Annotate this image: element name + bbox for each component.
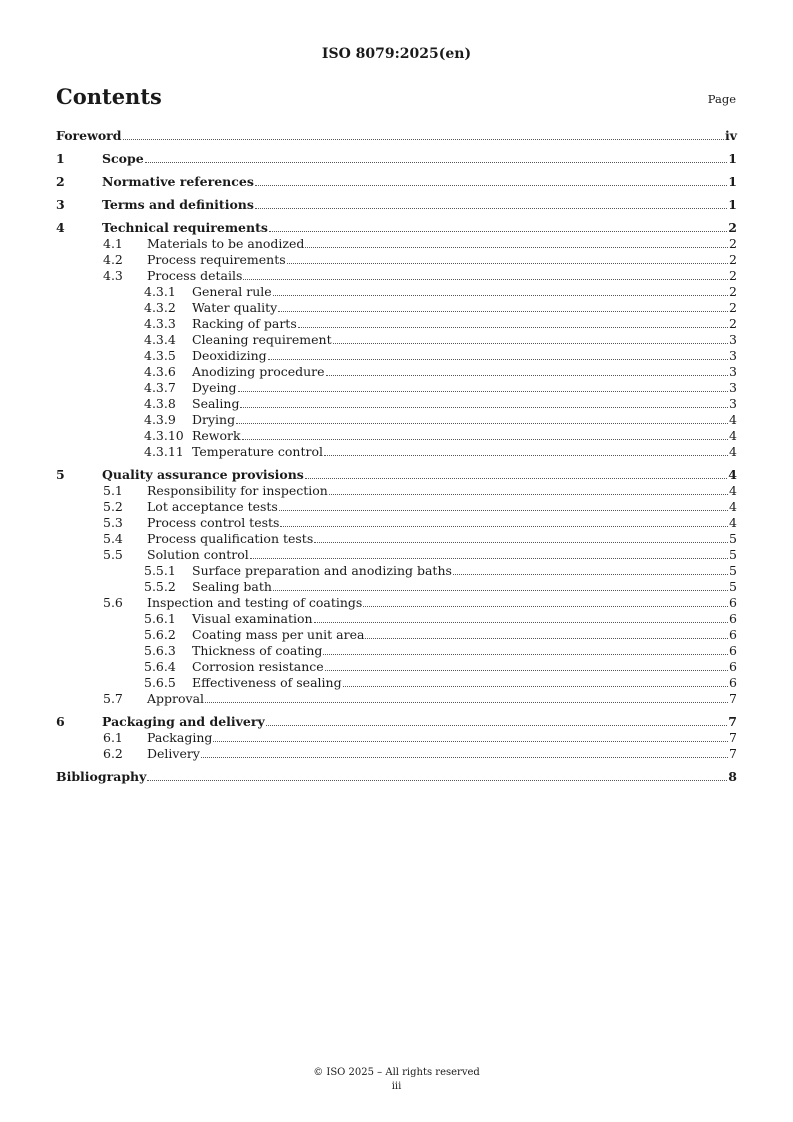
toc-entry-number: 6.2	[103, 746, 123, 761]
toc-dot-leader	[123, 138, 724, 140]
toc-entry-page: 2	[728, 220, 737, 235]
toc-entry-number: 4.3.4	[144, 332, 176, 347]
toc-entry[interactable]	[56, 675, 737, 691]
toc-dot-leader	[453, 573, 728, 575]
toc-entry[interactable]	[56, 547, 737, 563]
toc-entry-number: 5.6	[103, 595, 123, 610]
toc-entry-number: 4.3.7	[144, 380, 176, 395]
toc-entry[interactable]	[56, 128, 737, 144]
toc-entry[interactable]	[56, 595, 737, 611]
toc-entry-page: 4	[729, 412, 737, 427]
toc-entry-title: Anodizing procedure	[192, 364, 325, 379]
copyright-notice: © ISO 2025 – All rights reserved	[313, 1067, 480, 1078]
toc-dot-leader	[305, 477, 727, 479]
toc-entry-number: 5.6.1	[144, 611, 176, 626]
toc-dot-leader	[329, 493, 728, 495]
toc-entry-page: 6	[729, 595, 737, 610]
toc-entry[interactable]	[56, 412, 737, 428]
toc-entry-number: 4.1	[103, 236, 123, 251]
toc-entry-page: 4	[729, 444, 737, 459]
toc-dot-leader	[268, 358, 728, 360]
toc-entry-page: 3	[729, 396, 737, 411]
toc-entry-title: Drying	[192, 412, 236, 427]
page-footer	[0, 1066, 793, 1094]
toc-entry-number: 5.1	[103, 483, 123, 498]
toc-entry-title: Process control tests	[147, 515, 280, 530]
toc-entry[interactable]	[56, 563, 737, 579]
toc-entry-page: 6	[729, 659, 737, 674]
toc-dot-leader	[323, 653, 728, 655]
toc-entry-number: 4.3.3	[144, 316, 176, 331]
toc-dot-leader	[324, 454, 728, 456]
toc-entry-number: 4.3.8	[144, 396, 176, 411]
toc-entry[interactable]	[56, 579, 737, 595]
toc-entry-title: Process qualification tests	[147, 531, 314, 546]
toc-entry-number: 4.3.11	[144, 444, 184, 459]
toc-entry-number: 5.6.4	[144, 659, 176, 674]
toc-entry-page: 8	[728, 769, 737, 784]
toc-entry[interactable]	[56, 364, 737, 380]
toc-entry-page: 3	[729, 348, 737, 363]
toc-entry-title: Rework	[192, 428, 241, 443]
toc-entry-page: 2	[729, 236, 737, 251]
toc-dot-leader	[326, 374, 729, 376]
toc-entry[interactable]	[56, 428, 737, 444]
toc-entry[interactable]	[56, 348, 737, 364]
toc-entry-number: 5.7	[103, 691, 123, 706]
toc-entry-page: 4	[729, 515, 737, 530]
toc-dot-leader	[240, 406, 728, 408]
toc-entry-page: 2	[729, 316, 737, 331]
toc-dot-leader	[205, 701, 728, 703]
toc-entry-number: 4.3.10	[144, 428, 184, 443]
toc-entry-title: Temperature control	[192, 444, 323, 459]
toc-dot-leader	[273, 589, 728, 591]
toc-dot-leader	[298, 326, 728, 328]
toc-entry-page: 6	[729, 627, 737, 642]
toc-entry-page: 5	[729, 547, 737, 562]
toc-entry-number: 6.1	[103, 730, 123, 745]
toc-entry[interactable]	[56, 197, 737, 213]
toc-entry-number: 4.2	[103, 252, 123, 267]
toc-entry-page: 2	[729, 252, 737, 267]
toc-entry-number: 4.3.9	[144, 412, 176, 427]
toc-entry[interactable]	[56, 467, 737, 483]
toc-dot-leader	[333, 342, 728, 344]
toc-dot-leader	[363, 605, 728, 607]
toc-entry-title: Water quality	[192, 300, 278, 315]
toc-entry-page: 1	[728, 174, 737, 189]
toc-entry-page: 7	[728, 714, 737, 729]
table-of-contents	[56, 128, 737, 785]
toc-dot-leader	[365, 637, 728, 639]
toc-entry-title: General rule	[192, 284, 272, 299]
toc-entry[interactable]	[56, 627, 737, 643]
toc-entry-title: Normative references	[102, 174, 254, 189]
toc-entry[interactable]	[56, 284, 737, 300]
toc-entry[interactable]	[56, 515, 737, 531]
toc-entry-number: 5	[56, 467, 65, 482]
toc-entry-number: 5.5.2	[144, 579, 176, 594]
toc-entry-title: Process requirements	[147, 252, 286, 267]
toc-entry[interactable]	[56, 316, 737, 332]
toc-entry-page: 4	[729, 483, 737, 498]
toc-dot-leader	[266, 724, 728, 726]
toc-entry-title: Surface preparation and anodizing baths	[192, 563, 452, 578]
toc-entry[interactable]	[56, 659, 737, 675]
toc-entry-title: Lot acceptance tests	[147, 499, 278, 514]
toc-entry-page: 6	[729, 611, 737, 626]
toc-dot-leader	[250, 557, 728, 559]
toc-entry-page: 5	[729, 531, 737, 546]
toc-entry[interactable]	[56, 714, 737, 730]
toc-entry-title: Technical requirements	[102, 220, 268, 235]
toc-entry-number: 5.5.1	[144, 563, 176, 578]
toc-dot-leader	[236, 422, 728, 424]
toc-entry-page: 7	[729, 691, 737, 706]
toc-dot-leader	[147, 779, 727, 781]
toc-entry-title: Foreword	[56, 128, 122, 143]
toc-entry-title: Terms and definitions	[102, 197, 254, 212]
toc-entry-title: Effectiveness of sealing	[192, 675, 342, 690]
toc-entry[interactable]	[56, 643, 737, 659]
toc-entry[interactable]	[56, 151, 737, 167]
toc-entry[interactable]	[56, 746, 737, 762]
toc-entry-page: 7	[729, 746, 737, 761]
toc-entry-number: 5.6.2	[144, 627, 176, 642]
toc-entry[interactable]	[56, 380, 737, 396]
toc-entry-number: 5.5	[103, 547, 123, 562]
toc-entry-page: 3	[729, 364, 737, 379]
page-number: iii	[391, 1081, 402, 1092]
toc-entry-number: 5.2	[103, 499, 123, 514]
toc-dot-leader	[213, 740, 728, 742]
toc-entry-number: 4	[56, 220, 65, 235]
toc-dot-leader	[280, 525, 728, 527]
toc-entry-page: iv	[724, 128, 737, 143]
toc-entry-page: 4	[728, 467, 737, 482]
toc-entry[interactable]	[56, 444, 737, 460]
toc-entry-title: Racking of parts	[192, 316, 297, 331]
toc-entry-page: 2	[729, 284, 737, 299]
toc-entry[interactable]	[56, 483, 737, 499]
toc-entry-title: Materials to be anodized	[147, 236, 305, 251]
toc-entry-page: 6	[729, 675, 737, 690]
toc-entry-title: Cleaning requirement	[192, 332, 332, 347]
toc-entry[interactable]	[56, 300, 737, 316]
toc-entry-number: 2	[56, 174, 65, 189]
toc-dot-leader	[273, 294, 728, 296]
toc-entry[interactable]	[56, 268, 737, 284]
toc-dot-leader	[255, 207, 727, 209]
toc-dot-leader	[255, 184, 727, 186]
toc-entry[interactable]	[56, 691, 737, 707]
toc-entry[interactable]	[56, 220, 737, 236]
toc-entry-number: 4.3	[103, 268, 123, 283]
toc-entry-number: 4.3.6	[144, 364, 176, 379]
toc-dot-leader	[314, 621, 729, 623]
toc-entry-page: 1	[728, 197, 737, 212]
toc-entry-page: 5	[729, 579, 737, 594]
toc-entry-title: Inspection and testing of coatings	[147, 595, 363, 610]
toc-entry-title: Packaging and delivery	[102, 714, 265, 729]
toc-dot-leader	[279, 509, 728, 511]
toc-dot-leader	[238, 390, 729, 392]
toc-entry[interactable]	[56, 769, 737, 785]
toc-entry-number: 1	[56, 151, 65, 166]
toc-entry-page: 6	[729, 643, 737, 658]
toc-entry[interactable]	[56, 252, 737, 268]
toc-dot-leader	[287, 262, 728, 264]
toc-entry[interactable]	[56, 531, 737, 547]
toc-entry-page: 1	[728, 151, 737, 166]
toc-entry[interactable]	[56, 332, 737, 348]
toc-dot-leader	[343, 685, 728, 687]
toc-entry[interactable]	[56, 611, 737, 627]
document-id-header: ISO 8079:2025(en)	[321, 46, 472, 62]
page-title: Contents	[56, 84, 162, 109]
toc-entry-title: Delivery	[147, 746, 200, 761]
toc-entry-number: 4.3.5	[144, 348, 176, 363]
toc-entry-title: Bibliography	[56, 769, 147, 784]
toc-entry-number: 4.3.2	[144, 300, 176, 315]
toc-entry-number: 6	[56, 714, 65, 729]
toc-entry-number: 5.3	[103, 515, 123, 530]
toc-entry-title: Visual examination	[192, 611, 313, 626]
toc-entry-number: 4.3.1	[144, 284, 176, 299]
page-column-label: Page	[707, 92, 736, 106]
toc-entry-number: 5.6.5	[144, 675, 176, 690]
toc-entry-number: 3	[56, 197, 65, 212]
toc-entry-title: Dyeing	[192, 380, 237, 395]
toc-entry-page: 5	[729, 563, 737, 578]
toc-entry-title: Responsibility for inspection	[147, 483, 328, 498]
toc-entry-title: Scope	[102, 151, 144, 166]
toc-entry-title: Thickness of coating	[192, 643, 323, 658]
toc-entry[interactable]	[56, 499, 737, 515]
toc-entry[interactable]	[56, 236, 737, 252]
toc-entry-title: Sealing bath	[192, 579, 272, 594]
toc-dot-leader	[325, 669, 728, 671]
toc-dot-leader	[314, 541, 728, 543]
toc-entry-page: 7	[729, 730, 737, 745]
toc-entry-title: Solution control	[147, 547, 249, 562]
toc-dot-leader	[278, 310, 728, 312]
toc-entry[interactable]	[56, 730, 737, 746]
toc-entry-page: 4	[729, 499, 737, 514]
toc-entry-title: Process details	[147, 268, 243, 283]
toc-entry-title: Deoxidizing	[192, 348, 267, 363]
toc-dot-leader	[305, 246, 728, 248]
toc-entry-title: Coating mass per unit area	[192, 627, 365, 642]
toc-entry-page: 4	[729, 428, 737, 443]
toc-entry-page: 3	[729, 332, 737, 347]
toc-entry-title: Packaging	[147, 730, 213, 745]
toc-dot-leader	[145, 161, 728, 163]
toc-entry-title: Corrosion resistance	[192, 659, 324, 674]
toc-entry[interactable]	[56, 396, 737, 412]
toc-entry-page: 2	[729, 268, 737, 283]
toc-entry-title: Sealing	[192, 396, 240, 411]
toc-entry-number: 5.6.3	[144, 643, 176, 658]
toc-entry-title: Approval	[147, 691, 205, 706]
toc-entry-page: 3	[729, 380, 737, 395]
toc-dot-leader	[242, 438, 728, 440]
toc-dot-leader	[269, 230, 727, 232]
toc-entry-title: Quality assurance provisions	[102, 467, 304, 482]
toc-dot-leader	[243, 278, 728, 280]
toc-dot-leader	[201, 756, 728, 758]
toc-entry[interactable]	[56, 174, 737, 190]
toc-entry-number: 5.4	[103, 531, 123, 546]
toc-entry-page: 2	[729, 300, 737, 315]
